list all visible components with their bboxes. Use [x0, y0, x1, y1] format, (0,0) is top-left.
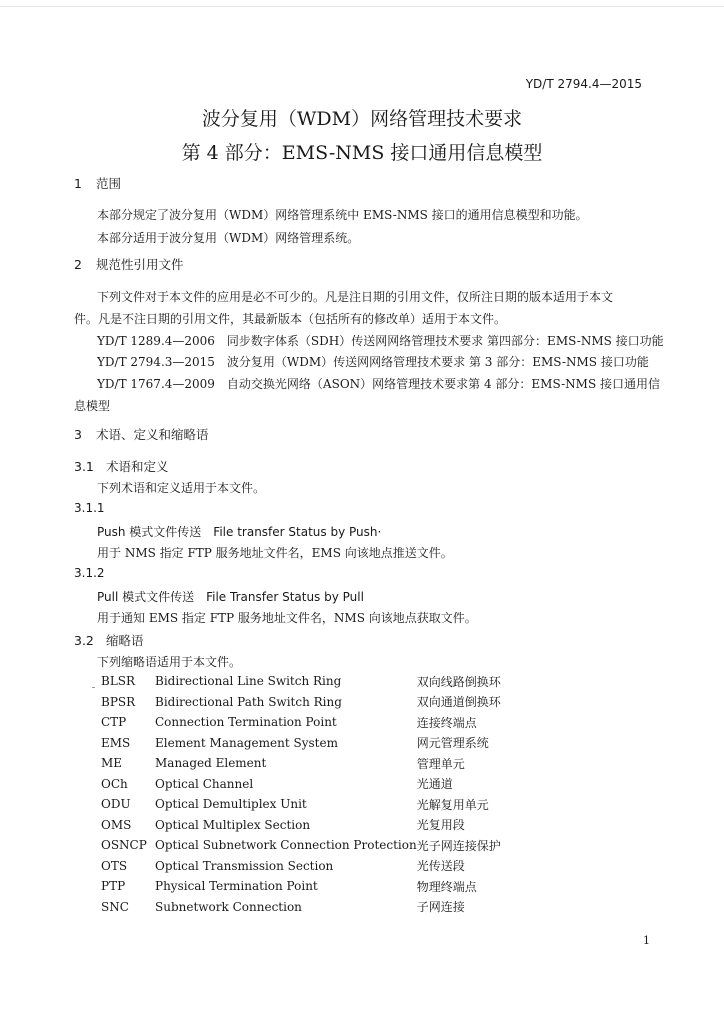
- abbreviation-chinese: 光通道: [416, 777, 453, 792]
- term-3-1-1: Push 模式文件传送 File transfer Status by Push·: [97, 525, 382, 539]
- abbreviation-chinese: 物理终端点: [416, 879, 477, 894]
- abbreviation-chinese: 双向线路倒换环: [416, 674, 501, 689]
- term-3-1-2-definition: 用于通知 EMS 指定 FTP 服务地址文件名，NMS 向该地点获取文件。: [97, 611, 477, 625]
- subsection-number: 3.1: [74, 459, 94, 474]
- abbreviation: BPSR: [101, 694, 136, 709]
- term-3-1-2: Pull 模式文件传送 File Transfer Status by Pull: [97, 590, 364, 604]
- section-2-paragraph-line2: 件。凡是不注日期的引用文件，其最新版本（包括所有的修改单）适用于本文件。: [74, 312, 507, 326]
- subsection-3-1-heading: [74, 457, 169, 475]
- section-title: 范围: [96, 176, 122, 191]
- subsection-title: 术语和定义: [106, 459, 169, 474]
- abbreviation-english: Bidirectional Line Switch Ring: [155, 674, 342, 689]
- reference-2: YD/T 2794.3—2015 波分复用（WDM）传送网网络管理技术要求 第 3 部分：EMS-NMS 接口功能: [97, 355, 649, 369]
- scan-top-edge: [0, 6, 724, 7]
- abbreviation-english: Element Management System: [155, 735, 338, 750]
- subsection-3-2-heading: [74, 631, 144, 649]
- abbreviation: OCh: [101, 776, 128, 791]
- abbreviation: OTS: [101, 858, 128, 873]
- subsection-title: 缩略语: [106, 633, 144, 648]
- abbreviation-row: [101, 897, 501, 918]
- document-id: YD/T 2794.4—2015: [525, 77, 642, 91]
- abbreviation-english: Optical Demultiplex Unit: [155, 797, 307, 812]
- abbreviations-table-body: [101, 671, 501, 917]
- subsection-number: 3.2: [74, 633, 94, 648]
- reference-3-line1: YD/T 1767.4—2009 自动交换光网络（ASON）网络管理技术要求第 4 部分：EMS-NMS 接口通用信: [97, 377, 661, 391]
- abbreviation-row: [101, 794, 501, 815]
- abbreviation-english: Optical Subnetwork Connection Protection: [155, 838, 417, 853]
- abbreviation-english: Bidirectional Path Switch Ring: [155, 694, 342, 709]
- abbreviation-chinese: 光解复用单元: [416, 797, 489, 812]
- abbreviation-row: [101, 733, 501, 754]
- term-3-1-2-number: 3.1.2: [74, 566, 105, 580]
- section-title: 术语、定义和缩略语: [96, 427, 209, 442]
- abbreviation-row: [101, 712, 501, 733]
- document-title-line2: 第 4 部分：EMS-NMS 接口通用信息模型: [181, 142, 543, 164]
- section-title: 规范性引用文件: [96, 257, 184, 272]
- abbreviation: OSNCP: [101, 838, 147, 853]
- section-2-heading: [74, 255, 184, 273]
- abbreviation: SNC: [101, 899, 129, 914]
- abbreviation-row: [101, 856, 501, 877]
- term-3-1-1-number: 3.1.1: [74, 501, 105, 515]
- abbreviation-english: Optical Channel: [155, 776, 254, 791]
- section-3-heading: [74, 425, 209, 443]
- scan-speck: [92, 687, 95, 688]
- abbreviation-english: Managed Element: [155, 756, 267, 771]
- abbreviations-table: [101, 671, 501, 917]
- abbreviation: BLSR: [101, 674, 136, 689]
- abbreviation-chinese: 双向通道倒换环: [416, 695, 501, 710]
- abbreviation: ODU: [101, 797, 131, 812]
- abbreviation-chinese: 子网连接: [416, 900, 465, 915]
- abbreviation: CTP: [101, 715, 127, 730]
- document-title-line1: 波分复用（WDM）网络管理技术要求: [201, 108, 523, 130]
- section-1-heading: [74, 174, 121, 192]
- abbreviation-english: Connection Termination Point: [155, 715, 337, 730]
- section-2-paragraph-line1: 下列文件对于本文件的应用是必不可少的。凡是注日期的引用文件，仅所注日期的版本适用于本文: [97, 290, 614, 304]
- abbreviation-english: Subnetwork Connection: [155, 899, 302, 914]
- abbreviation-english: Optical Transmission Section: [155, 858, 334, 873]
- reference-3-line2: 息模型: [74, 399, 111, 413]
- section-number: 3: [74, 427, 82, 442]
- abbreviation-row: [101, 876, 501, 897]
- abbreviation-chinese: 网元管理系统: [416, 736, 489, 751]
- section-number: 2: [74, 257, 82, 272]
- abbreviation-row: [101, 671, 501, 692]
- page-number: 1: [643, 934, 650, 947]
- abbreviation-row: [101, 753, 501, 774]
- abbreviation-english: Physical Termination Point: [155, 879, 318, 894]
- abbreviation: ME: [101, 756, 123, 771]
- abbreviation-chinese: 连接终端点: [416, 715, 477, 730]
- abbreviation: PTP: [101, 879, 126, 894]
- reference-1: YD/T 1289.4—2006 同步数字体系（SDH）传送网网络管理技术要求 第四部分：EMS-NMS 接口功能: [97, 334, 664, 348]
- abbreviation-chinese: 光复用段: [416, 818, 465, 833]
- section-1-paragraph-2: 本部分适用于波分复用（WDM）网络管理系统。: [97, 231, 360, 245]
- abbreviation-row: [101, 692, 501, 713]
- abbreviation: OMS: [101, 817, 132, 832]
- abbreviation-english: Optical Multiplex Section: [155, 817, 311, 832]
- abbreviation-chinese: 管理单元: [416, 756, 465, 771]
- abbreviation-row: [101, 815, 501, 836]
- abbreviation: EMS: [101, 735, 131, 750]
- abbreviation-chinese: 光子网连接保护: [416, 838, 501, 853]
- section-1-paragraph-1: 本部分规定了波分复用（WDM）网络管理系统中 EMS-NMS 接口的通用信息模型和功能。: [97, 208, 588, 222]
- abbreviation-chinese: 光传送段: [416, 859, 465, 874]
- subsection-3-1-intro: 下列术语和定义适用于本文件。: [97, 481, 266, 495]
- section-number: 1: [74, 176, 82, 191]
- subsection-3-2-intro: 下列缩略语适用于本文件。: [97, 655, 242, 669]
- abbreviation-row: [101, 774, 501, 795]
- term-3-1-1-definition: 用于 NMS 指定 FTP 服务地址文件名，EMS 向该地点推送文件。: [97, 546, 453, 560]
- abbreviation-row: [101, 835, 501, 856]
